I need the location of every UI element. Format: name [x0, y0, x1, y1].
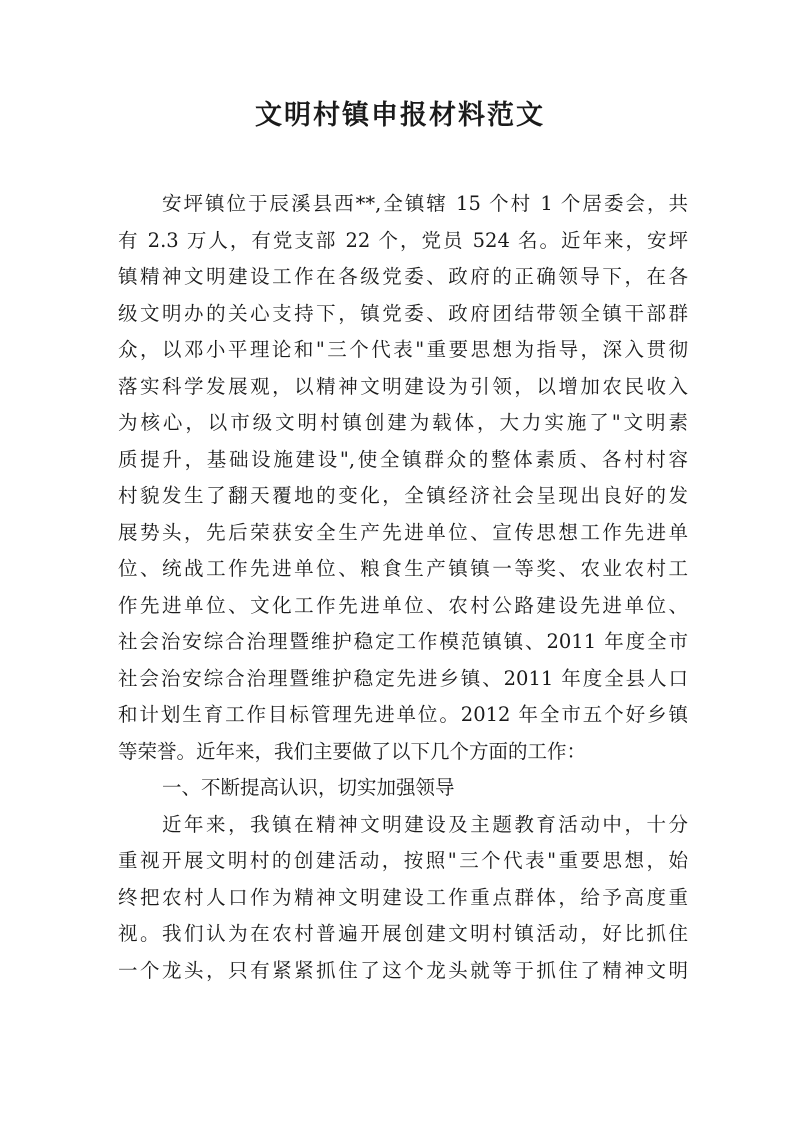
document-body — [118, 186, 688, 989]
paragraph-line: 一个龙头，只有紧紧抓住了这个龙头就等于抓住了精神文明 — [118, 958, 688, 982]
paragraph-line: 位、统战工作先进单位、粮食生产镇镇一等奖、农业农村工 — [118, 557, 688, 580]
document-title: 文明村镇申报材料范文 — [255, 100, 545, 131]
paragraph-line: 有 2.3 万人，有党支部 22 个，党员 524 名。近年来，安坪 — [118, 228, 688, 252]
paragraph-line: 村貌发生了翻天覆地的变化，全镇经济社会呈现出良好的发 — [118, 484, 688, 507]
section-heading: 一、不断提高认识，切实加强领导 — [162, 776, 455, 799]
paragraph-line: 重视开展文明村的创建活动，按照"三个代表"重要思想，始 — [118, 849, 688, 872]
paragraph-line: 视。我们认为在农村普遍开展创建文明村镇活动，好比抓住 — [118, 922, 688, 945]
paragraph-line: 级文明办的关心支持下，镇党委、政府团结带领全镇干部群 — [118, 301, 688, 325]
paragraph-line: 落实科学发展观，以精神文明建设为引领，以增加农民收入 — [118, 374, 688, 398]
paragraph-line: 质提升，基础设施建设",使全镇群众的整体素质、各村村容 — [118, 447, 688, 471]
paragraph-line: 等荣誉。近年来，我们主要做了以下几个方面的工作： — [118, 739, 587, 763]
paragraph-line: 和计划生育工作目标管理先进单位。2012 年全市五个好乡镇 — [118, 703, 688, 726]
paragraph-line: 展势头，先后荣获安全生产先进单位、宣传思想工作先进单 — [118, 520, 688, 544]
paragraph-line: 众，以邓小平理论和"三个代表"重要思想为指导，深入贯彻 — [118, 338, 688, 361]
paragraph-line: 终把农村人口作为精神文明建设工作重点群体，给予高度重 — [118, 885, 688, 909]
paragraph-line: 社会治安综合治理暨维护稳定工作模范镇镇、2011 年度全市 — [118, 630, 688, 653]
paragraph-line: 作先进单位、文化工作先进单位、农村公路建设先进单位、 — [118, 593, 688, 617]
paragraph-line: 近年来，我镇在精神文明建设及主题教育活动中，十分 — [162, 812, 688, 836]
paragraph-line: 镇精神文明建设工作在各级党委、政府的正确领导下，在各 — [118, 265, 688, 288]
paragraph-line: 为核心，以市级文明村镇创建为载体，大力实施了"文明素 — [118, 411, 688, 434]
paragraph-line: 安坪镇位于辰溪县西**,全镇辖 15 个村 1 个居委会，共 — [162, 192, 688, 215]
paragraph-line: 社会治安综合治理暨维护稳定先进乡镇、2011 年度全县人口 — [118, 666, 688, 690]
